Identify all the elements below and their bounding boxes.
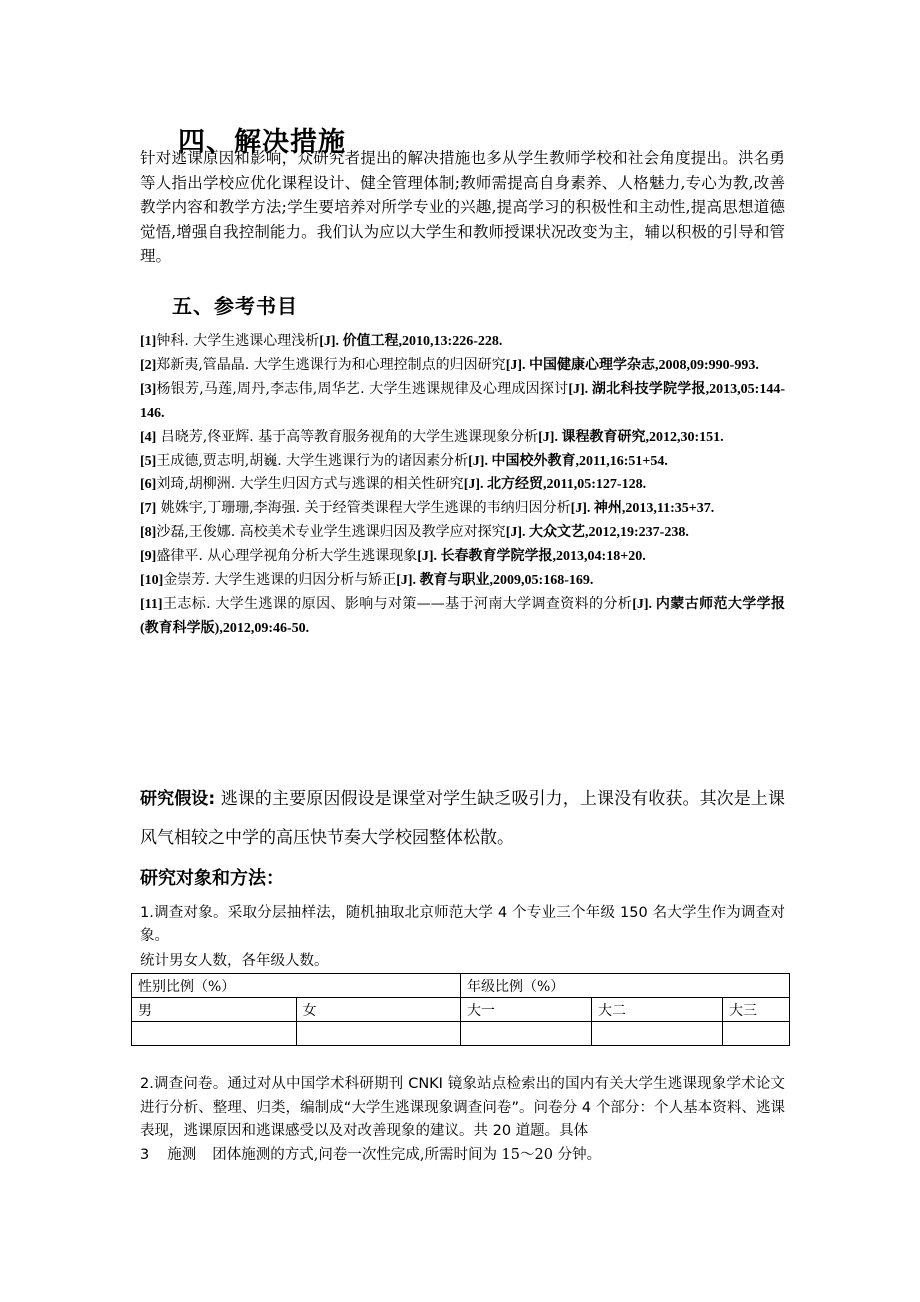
table-cell: 大二 xyxy=(592,998,723,1022)
reference-item: [3]杨银芳,马莲,周丹,李志伟,周华艺. 大学生逃课规律及心理成因探讨[J]. 湖北科技学院学报,2013,05:144-146. xyxy=(140,380,786,421)
methods-item-2: 2.调查问卷。通过对从中国学术科研期刊 CNKI 镜象站点检索出的国内有关大学生逃课现象学术论文进行分析、整理、归类，编制成“大学生逃课现象调查问卷”。问卷分 4 个部分：个人基本资料、逃课表现，逃课原因和逃课感受以及对改善现象的建议。共 20 道题。具体 xyxy=(140,1076,785,1139)
table-cell: 大三 xyxy=(723,998,790,1022)
reference-item: [11]王志标. 大学生逃课的原因、影响与对策——基于河南大学调查资料的分析[J]. 内蒙古师范大学学报(教育科学版),2012,09:46-50. xyxy=(140,595,786,636)
table-header-grade: 年级比例（%） xyxy=(461,974,790,998)
reference-item: [4] 吕晓芳,佟亚辉. 基于高等教育服务视角的大学生逃课现象分析[J]. 课程教育研究,2012,30:151. xyxy=(140,428,724,445)
table-cell xyxy=(461,1022,592,1046)
reference-item: [9]盛律平. 从心理学视角分析大学生逃课现象[J]. 长春教育学院学报,2013,04:18+20. xyxy=(140,548,646,565)
table-cell: 女 xyxy=(296,998,461,1022)
reference-item: [10]金崇芳. 大学生逃课的归因分析与矫正[J]. 教育与职业,2009,05:168-169. xyxy=(140,572,594,589)
reference-item: [7] 姚姝宇,丁珊珊,李海强. 关于经管类课程大学生逃课的韦纳归因分析[J]. 神州,2013,11:35+37. xyxy=(140,500,715,517)
hypothesis-text: 逃课的主要原因假设是课堂对学生缺乏吸引力，上课没有收获。其次是上课风气相较之中学的高压快节奏大学校园整体松散。 xyxy=(140,789,785,848)
methods-item-1-note: 统计男女人数，各年级人数。 xyxy=(140,953,329,969)
table-row xyxy=(132,1022,790,1046)
table-cell xyxy=(132,1022,297,1046)
reference-item: [5]王成德,贾志明,胡巍. 大学生逃课行为的诸因素分析[J]. 中国校外教育,2011,16:51+54. xyxy=(140,452,668,469)
methods-item-1: 1.调查对象。采取分层抽样法，随机抽取北京师范大学 4 个专业三个年级 150 名大学生作为调查对象。 xyxy=(140,905,785,944)
research-hypothesis xyxy=(140,780,785,858)
section-4-title: 四、解决措施 xyxy=(178,127,346,158)
table-cell xyxy=(592,1022,723,1046)
section-5-title: 五、参考书目 xyxy=(172,294,298,318)
hypothesis-label: 研究假设: xyxy=(140,789,216,809)
table-row xyxy=(132,974,790,998)
reference-item: [1]钟科. 大学生逃课心理浅析[J]. 价值工程,2010,13:226-228. xyxy=(140,333,503,349)
table-row xyxy=(132,998,790,1022)
table-cell: 男 xyxy=(132,998,297,1022)
reference-list xyxy=(140,330,785,641)
table-cell xyxy=(296,1022,461,1046)
reference-item: [8]沙磊,王俊娜. 高校美术专业学生逃课归因及教学应对探究[J]. 大众文艺,2012,19:237-238. xyxy=(140,524,689,541)
section-4-paragraph: 针对逃课原因和影响，众研究者提出的解决措施也多从学生教师学校和社会角度提出。洪名勇等人指出学校应优化课程设计、健全管理体制;教师需提高自身素养、人格魅力,专心为教,改善教学内容和教学方法;学生要培养对所学专业的兴趣,提高学习的积极性和主动性,提高思想道德觉悟,增强自我控制能力。我们认为应以大学生和教师授课状况改变为主，辅以积极的引导和管理。 xyxy=(140,149,785,265)
table-cell xyxy=(723,1022,790,1046)
reference-item: [2]郑新夷,管晶晶. 大学生逃课行为和心理控制点的归因研究[J]. 中国健康心理学杂志,2008,09:990-993. xyxy=(140,356,759,373)
methods-title: 研究对象和方法： xyxy=(140,868,284,889)
table-cell: 大一 xyxy=(461,998,592,1022)
methods-item-3: 3 施测 团体施测的方式,问卷一次性完成,所需时间为 15～20 分钟。 xyxy=(140,1147,602,1163)
reference-item: [6]刘琦,胡柳洲. 大学生归因方式与逃课的相关性研究[J]. 北方经贸,2011,05:127-128. xyxy=(140,476,647,493)
table-header-gender: 性别比例（%） xyxy=(132,974,461,998)
ratio-table xyxy=(131,973,790,1046)
